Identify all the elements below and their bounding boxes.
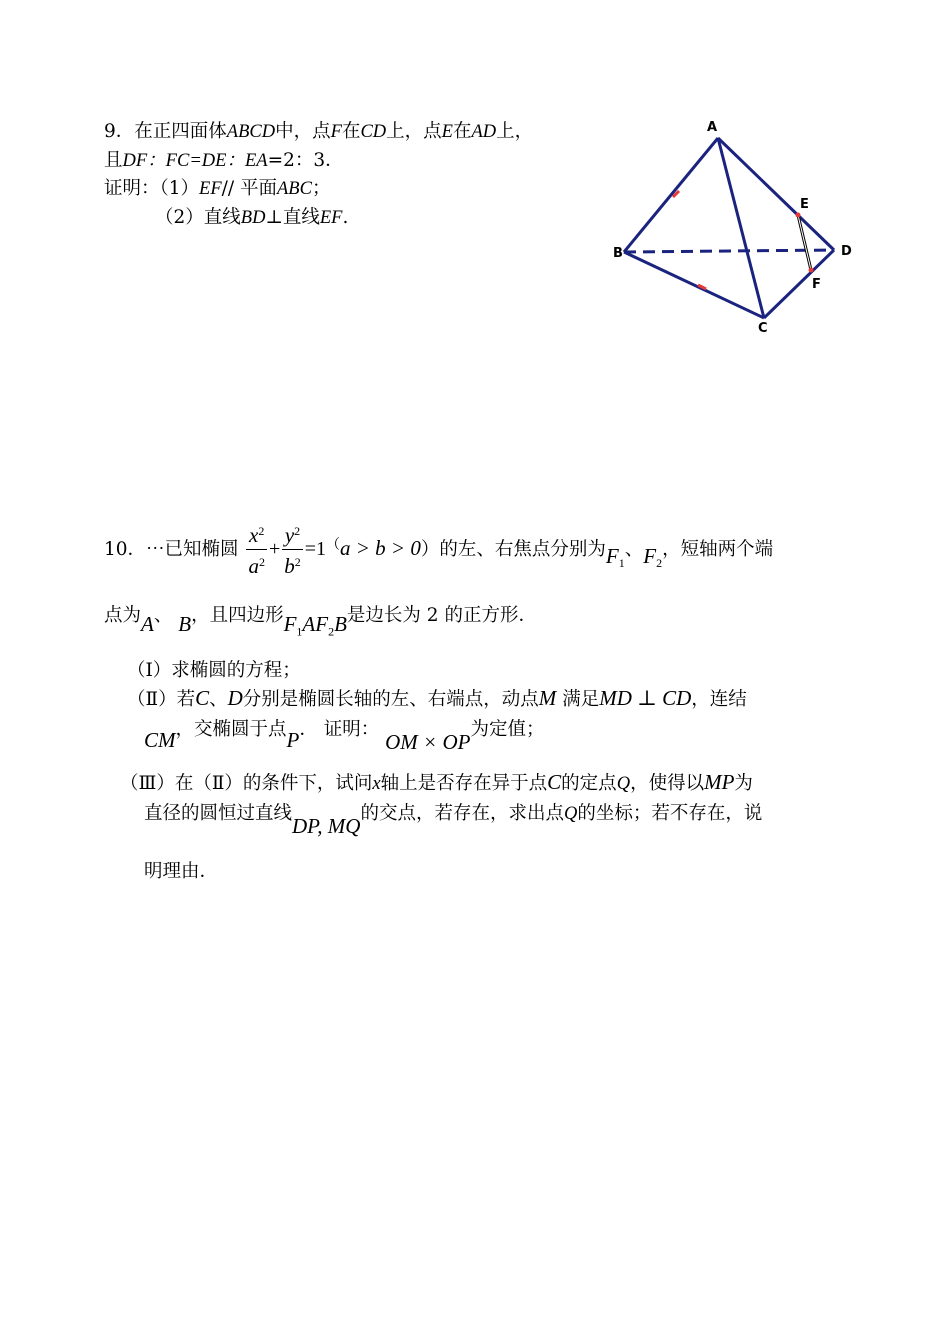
point-E [796, 213, 801, 218]
edge-AD [718, 138, 834, 250]
problem10-part2: （Ⅱ）若C、D分别是椭圆长轴的左、右端点，动点M 满足MD ⊥ CD，连结 [127, 686, 747, 710]
edge-BC [624, 252, 764, 318]
condition-a-b-0: a > b > 0 [340, 536, 421, 560]
edge-CD [764, 250, 834, 318]
label-F: F [812, 277, 821, 292]
problem10-part2-cont: CM，交椭圆于点P． 证明： OM × OP为定值； [144, 719, 545, 754]
problem9-line1: 9．在正四面体ABCD中，点F在CD上，点E在AD上， [104, 121, 534, 142]
label-E: E [800, 197, 809, 212]
problem10-line2: 点为A、 B，且四边形$F_1AF_2B$是边长为 2 的正方形． [104, 605, 537, 639]
problem10-part3-end: 明理由． [144, 861, 219, 882]
edge-AC [718, 138, 764, 318]
label-B: B [613, 246, 623, 261]
fraction-x2-a2: $\frac{x^2}{a^2}$ [246, 520, 267, 579]
problem10-part1: （Ⅰ）求椭圆的方程； [127, 660, 301, 681]
edge-AB [624, 138, 718, 252]
problem9-line2: 且DF：FC=DE：EA=2：3． [104, 150, 344, 171]
problem10-part3-cont: 直径的圆恒过直线DP, MQ的交点，若存在，求出点Q的坐标；若不存在，说 [144, 803, 763, 838]
label-A: A [707, 120, 718, 135]
label-C: C [758, 321, 768, 336]
problem10-part3: （Ⅲ）在（Ⅱ）的条件下，试问x轴上是否存在异于点C的定点Q，使得以MP为 [120, 770, 753, 794]
problem10-line1: 10．⋯已知椭圆 $\frac{x^2}{a^2}$ + $\frac{y^2}{b^2}$ =1（a > b > 0）的左、右焦点分别为$F_1$、$F_2$，短轴两个端 [104, 520, 773, 588]
label-D: D [841, 244, 852, 259]
problem9-line4: （2）直线BD⊥直线EF. [155, 207, 349, 228]
dot-product-OM-OP: OM × OP [385, 730, 471, 754]
fraction-y2-b2: $\frac{y^2}{b^2}$ [282, 520, 303, 579]
problem9-line3: 证明：（1）EF// 平面ABC； [104, 178, 331, 199]
tetrahedron-figure [606, 112, 856, 337]
point-F [809, 268, 814, 273]
edge-BD-hidden [624, 250, 834, 252]
